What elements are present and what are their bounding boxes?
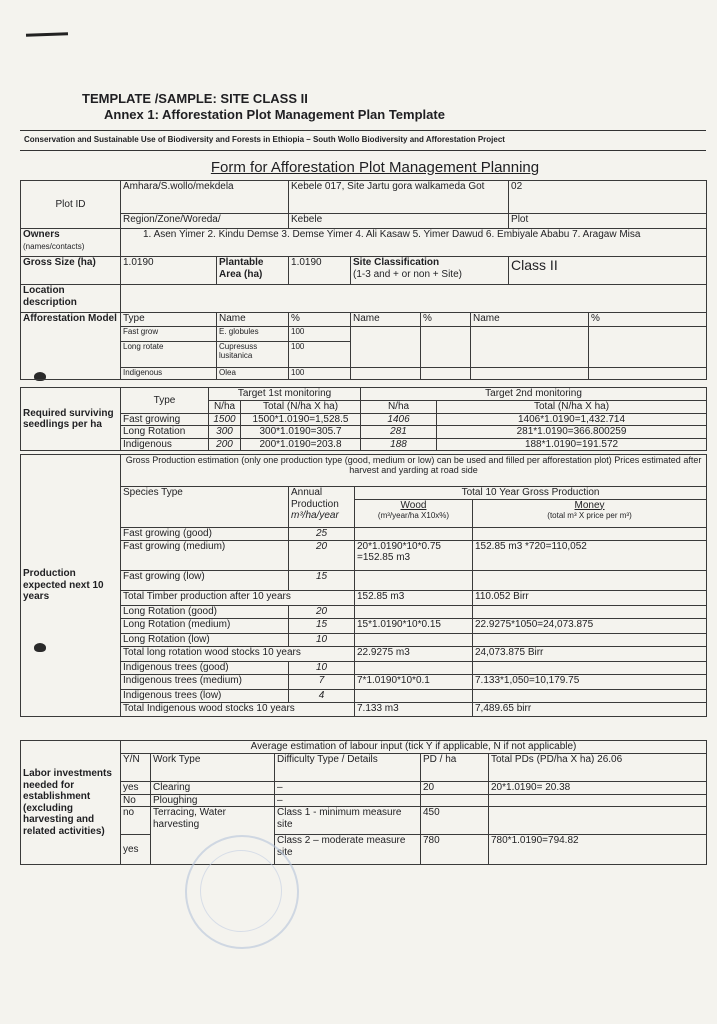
production-label: Production expected next 10 years: [21, 455, 121, 717]
production-row-wood: 7.133 m3: [355, 702, 473, 716]
nha-header: N/ha: [209, 401, 241, 414]
stamp-seal-inner: [200, 850, 282, 932]
model-name-header-2: Name: [351, 313, 421, 327]
total-header: Total (N/ha X ha): [241, 401, 361, 414]
kebele-header: Kebele: [289, 214, 509, 229]
production-total-label: Total long rotation wood stocks 10 years: [121, 646, 355, 661]
target1-header: Target 1st monitoring: [209, 388, 361, 401]
surviving-row-t1: 1500*1.0190=1,528.5: [241, 413, 361, 426]
model-row-pct: 100: [289, 327, 351, 342]
nha-header-2: N/ha: [361, 401, 437, 414]
labor-row-pd: 780: [421, 835, 489, 865]
surviving-row-t2: 281*1.0190=366.800259: [437, 426, 707, 439]
surviving-row-type: Fast growing: [121, 413, 209, 426]
surviving-row-n1: 200: [209, 438, 241, 451]
labor-row-pd: 20: [421, 781, 489, 794]
surviving-row-type: Long Rotation: [121, 426, 209, 439]
production-note: Gross Production estimation (only one production type (good, medium or low) can be used and filled per afforestation plot) Prices estimated after harvest and yarding at road side: [121, 455, 707, 487]
plot-info-table: [20, 180, 707, 380]
production-row-annual: 15: [289, 618, 355, 633]
model-pct-header: %: [289, 313, 351, 327]
production-row-wood: 20*1.0190*10*0.75 =152.85 m3: [355, 540, 473, 570]
surviving-table: [20, 387, 707, 451]
total-pd-header: Total PDs (PD/ha X ha) 26.06: [489, 753, 707, 781]
site-class-label: Site Classification: [353, 257, 440, 268]
model-row-type: Indigenous: [121, 368, 217, 380]
production-row-wood: 15*1.0190*10*0.15: [355, 618, 473, 633]
gross-size-value: 1.0190: [121, 257, 217, 285]
surviving-type-header: Type: [121, 388, 209, 414]
model-name-header-3: Name: [471, 313, 589, 327]
production-row-species: Fast growing (good): [121, 527, 289, 540]
production-row-money: 7,489.65 birr: [473, 702, 707, 716]
production-row-money: [473, 527, 707, 540]
labor-row-total: 780*1.0190=794.82: [489, 835, 707, 865]
plot-header: Plot: [509, 214, 707, 229]
labor-label: Labor investments needed for establishment (excluding harvesting and related activities): [21, 741, 121, 865]
model-row-name: Olea: [217, 368, 289, 380]
gross-production-header: Total 10 Year Gross Production: [355, 487, 707, 500]
surviving-row-n2: 1406: [361, 413, 437, 426]
production-row-wood: 7*1.0190*10*0.1: [355, 674, 473, 689]
production-row-money: 110.052 Birr: [473, 590, 707, 605]
plantable-label: Plantable Area (ha): [217, 257, 289, 285]
plot-value: 02: [509, 181, 707, 214]
total-header-2: Total (N/ha X ha): [437, 401, 707, 414]
labor-row-difficulty: –: [275, 781, 421, 794]
target2-header: Target 2nd monitoring: [361, 388, 707, 401]
difficulty-header: Difficulty Type / Details: [275, 753, 421, 781]
owners-label: Owners: [23, 229, 60, 240]
annual-production-header: Annual Production: [291, 487, 339, 510]
production-row-money: [473, 661, 707, 674]
model-pct-header-2: %: [421, 313, 471, 327]
production-row-species: Indigenous trees (good): [121, 661, 289, 674]
plantable-value: 1.0190: [289, 257, 351, 285]
model-row-type: Fast grow: [121, 327, 217, 342]
production-row-money: [473, 689, 707, 702]
site-class-value: Class II: [509, 257, 707, 285]
model-row-type: Long rotate: [121, 342, 217, 368]
production-row-money: 24,073.875 Birr: [473, 646, 707, 661]
labor-row-pd: [421, 794, 489, 807]
labor-row-work: Ploughing: [151, 794, 275, 807]
labor-table: [20, 740, 707, 865]
labor-row-work: Clearing: [151, 781, 275, 794]
surviving-row-n2: 188: [361, 438, 437, 451]
production-row-species: Fast growing (medium): [121, 540, 289, 570]
production-row-annual: 20: [289, 605, 355, 618]
model-name-header: Name: [217, 313, 289, 327]
production-row-species: Indigenous trees (medium): [121, 674, 289, 689]
model-row-name: Cupresuss lusitanica: [217, 342, 289, 368]
region-value: Amhara/S.wollo/mekdela: [121, 181, 289, 214]
production-row-money: [473, 570, 707, 590]
work-type-header: Work Type: [151, 753, 275, 781]
labor-row-yn: yes: [121, 781, 151, 794]
production-row-annual: 4: [289, 689, 355, 702]
model-row-pct: 100: [289, 342, 351, 368]
production-row-wood: 152.85 m3: [355, 590, 473, 605]
location-label: Location description: [21, 285, 121, 313]
kebele-value: Kebele 017, Site Jartu gora walkameda Got: [289, 181, 509, 214]
production-table: [20, 454, 707, 717]
location-value: [121, 285, 707, 313]
model-row-pct: 100: [289, 368, 351, 380]
surviving-row-type: Indigenous: [121, 438, 209, 451]
form-title: Form for Afforestation Plot Management Planning: [210, 159, 540, 176]
model-row-name: E. globules: [217, 327, 289, 342]
labor-row-pd: 450: [421, 807, 489, 835]
model-pct-header-3: %: [589, 313, 707, 327]
production-row-wood: 22.9275 m3: [355, 646, 473, 661]
labor-row-difficulty: Class 2 – moderate measure site: [275, 835, 421, 865]
labor-row-difficulty: –: [275, 794, 421, 807]
labor-row-yn: no: [121, 807, 151, 835]
production-row-wood: [355, 605, 473, 618]
owners-value: 1. Asen Yimer 2. Kindu Demse 3. Demse Yimer 4. Ali Kasaw 5. Yimer Dawud 6. Embiyale Ababu 7. Aragaw Misa: [121, 229, 707, 257]
production-row-money: 152.85 m3 *720=110,052: [473, 540, 707, 570]
production-row-annual: 10: [289, 661, 355, 674]
surviving-row-n1: 1500: [209, 413, 241, 426]
labor-row-difficulty: Class 1 - minimum measure site: [275, 807, 421, 835]
surviving-row-t2: 1406*1.0190=1,432.714: [437, 413, 707, 426]
production-total-label: Total Timber production after 10 years: [121, 590, 355, 605]
surviving-row-n2: 281: [361, 426, 437, 439]
gross-size-label: Gross Size (ha): [21, 257, 121, 285]
production-row-wood: [355, 527, 473, 540]
production-row-annual: 15: [289, 570, 355, 590]
yn-header: Y/N: [121, 753, 151, 781]
owners-sublabel: (names/contacts): [23, 241, 85, 251]
surviving-label: Required surviving seedlings per ha: [21, 388, 121, 451]
species-type-header: Species Type: [121, 487, 289, 528]
production-row-annual: 7: [289, 674, 355, 689]
annex-heading: Annex 1: Afforestation Plot Management Plan Template: [104, 107, 445, 122]
production-row-wood: [355, 633, 473, 646]
model-label: Afforestation Model: [21, 313, 121, 380]
production-row-annual: 20: [289, 540, 355, 570]
production-row-wood: [355, 661, 473, 674]
labor-row-total: [489, 807, 707, 835]
labor-row-total: 20*1.0190= 20.38: [489, 781, 707, 794]
production-row-annual: 10: [289, 633, 355, 646]
production-row-money: [473, 605, 707, 618]
labor-row-yn: No: [121, 794, 151, 807]
production-total-label: Total Indigenous wood stocks 10 years: [121, 702, 355, 716]
money-unit: (total m³ X price per m³): [547, 511, 632, 520]
site-class-sub: (1-3 and + or non + Site): [353, 268, 462, 280]
surviving-row-t2: 188*1.0190=191.572: [437, 438, 707, 451]
labor-note: Average estimation of labour input (tick Y if applicable, N if not applicable): [121, 741, 707, 754]
labor-row-yn: yes: [121, 835, 151, 865]
production-row-species: Long Rotation (good): [121, 605, 289, 618]
production-row-money: [473, 633, 707, 646]
template-heading: TEMPLATE /SAMPLE: SITE CLASS II: [82, 91, 308, 106]
pen-mark: [26, 32, 68, 36]
surviving-row-n1: 300: [209, 426, 241, 439]
region-header: Region/Zone/Woreda/: [121, 214, 289, 229]
production-row-species: Fast growing (low): [121, 570, 289, 590]
labor-row-work: Terracing, Water harvesting: [151, 807, 275, 865]
production-row-wood: [355, 570, 473, 590]
production-row-species: Long Rotation (low): [121, 633, 289, 646]
production-row-money: 7.133*1,050=10,179.75: [473, 674, 707, 689]
production-row-species: Long Rotation (medium): [121, 618, 289, 633]
production-row-money: 22.9275*1050=24,073.875: [473, 618, 707, 633]
production-row-wood: [355, 689, 473, 702]
plot-id-label: Plot ID: [21, 181, 121, 229]
labor-row-total: [489, 794, 707, 807]
wood-unit: (m³/year/ha X10x%): [377, 511, 450, 520]
money-header: Money: [574, 499, 605, 511]
production-row-annual: 25: [289, 527, 355, 540]
wood-header: Wood: [400, 499, 427, 511]
model-type-header: Type: [121, 313, 217, 327]
project-line: Conservation and Sustainable Use of Biodiversity and Forests in Ethiopia – South Wollo Biodiversity and Afforestation Project: [24, 135, 505, 144]
production-row-species: Indigenous trees (low): [121, 689, 289, 702]
surviving-row-t1: 300*1.0190=305.7: [241, 426, 361, 439]
annual-production-unit: m³/ha/year: [291, 510, 339, 521]
pd-header: PD / ha: [421, 753, 489, 781]
surviving-row-t1: 200*1.0190=203.8: [241, 438, 361, 451]
